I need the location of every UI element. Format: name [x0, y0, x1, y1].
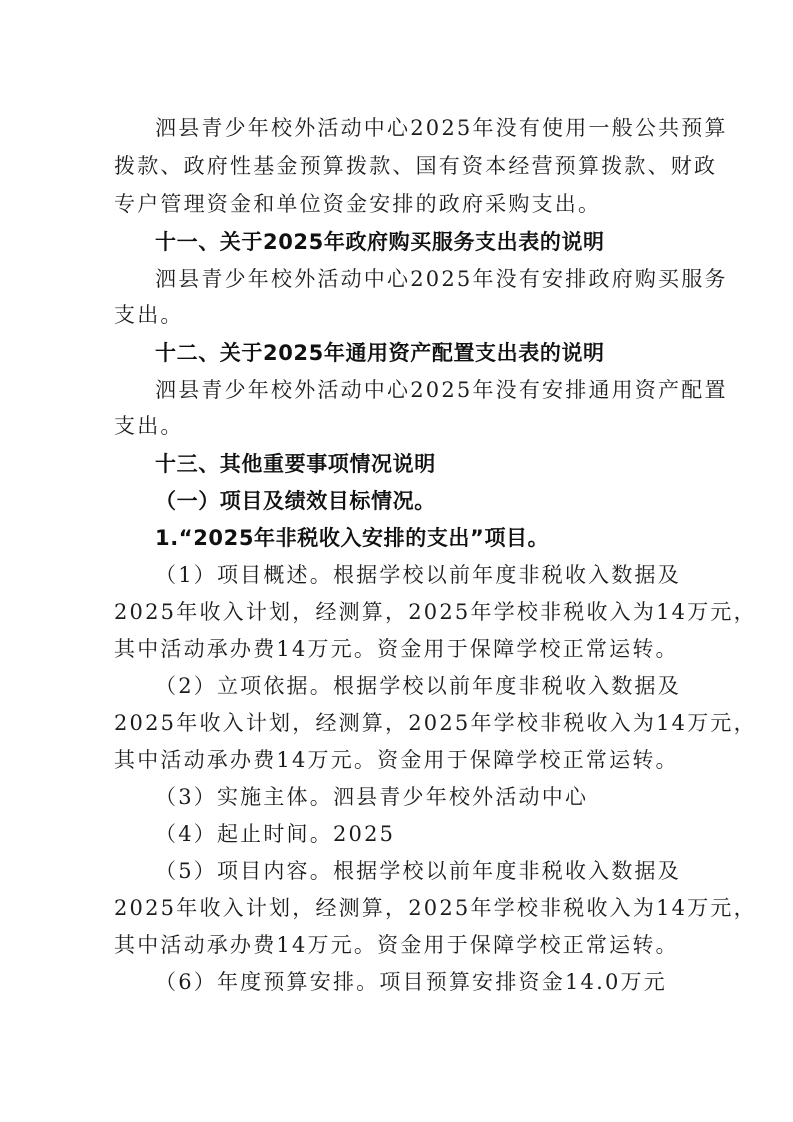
paragraph-line: 2025年收入计划，经测算，2025年学校非税收入为14万元， [114, 600, 757, 624]
paragraph-line: （6）年度预算安排。项目预算安排资金14.0万元 [155, 970, 667, 994]
paragraph-line: 2025年收入计划，经测算，2025年学校非税收入为14万元， [114, 896, 757, 920]
paragraph-line: 其中活动承办费14万元。资金用于保障学校正常运转。 [114, 933, 679, 957]
section-heading-13: 十三、其他重要事项情况说明 [155, 452, 436, 476]
paragraph-line: （5）项目内容。根据学校以前年度非税收入数据及 [155, 859, 681, 883]
paragraph-line: （2）立项依据。根据学校以前年度非税收入数据及 [155, 674, 681, 698]
paragraph-line: 专户管理资金和单位资金安排的政府采购支出。 [114, 192, 602, 216]
paragraph-line: 泗县青少年校外活动中心2025年没有使用一般公共预算 [155, 116, 728, 140]
paragraph-line: 拨款、政府性基金预算拨款、国有资本经营预算拨款、财政 [114, 154, 718, 178]
paragraph-line: （3）实施主体。泗县青少年校外活动中心 [155, 785, 589, 809]
paragraph-line: 2025年收入计划，经测算，2025年学校非税收入为14万元， [114, 711, 757, 735]
section-heading-11: 十一、关于2025年政府购买服务支出表的说明 [155, 230, 605, 254]
paragraph-line: （1）项目概述。根据学校以前年度非税收入数据及 [155, 563, 681, 587]
subsection-heading: （一）项目及绩效目标情况。 [155, 489, 436, 513]
paragraph-line: 泗县青少年校外活动中心2025年没有安排通用资产配置 [155, 378, 728, 402]
paragraph-line: （4）起止时间。2025 [155, 822, 396, 846]
paragraph-line: 其中活动承办费14万元。资金用于保障学校正常运转。 [114, 637, 679, 661]
paragraph-line: 泗县青少年校外活动中心2025年没有安排政府购买服务 [155, 267, 728, 291]
section-heading-12: 十二、关于2025年通用资产配置支出表的说明 [155, 341, 605, 365]
project-heading: 1.“2025年非税收入安排的支出”项目。 [155, 526, 550, 550]
paragraph-line: 支出。 [114, 303, 184, 327]
paragraph-line: 支出。 [114, 414, 184, 438]
paragraph-line: 其中活动承办费14万元。资金用于保障学校正常运转。 [114, 748, 679, 772]
